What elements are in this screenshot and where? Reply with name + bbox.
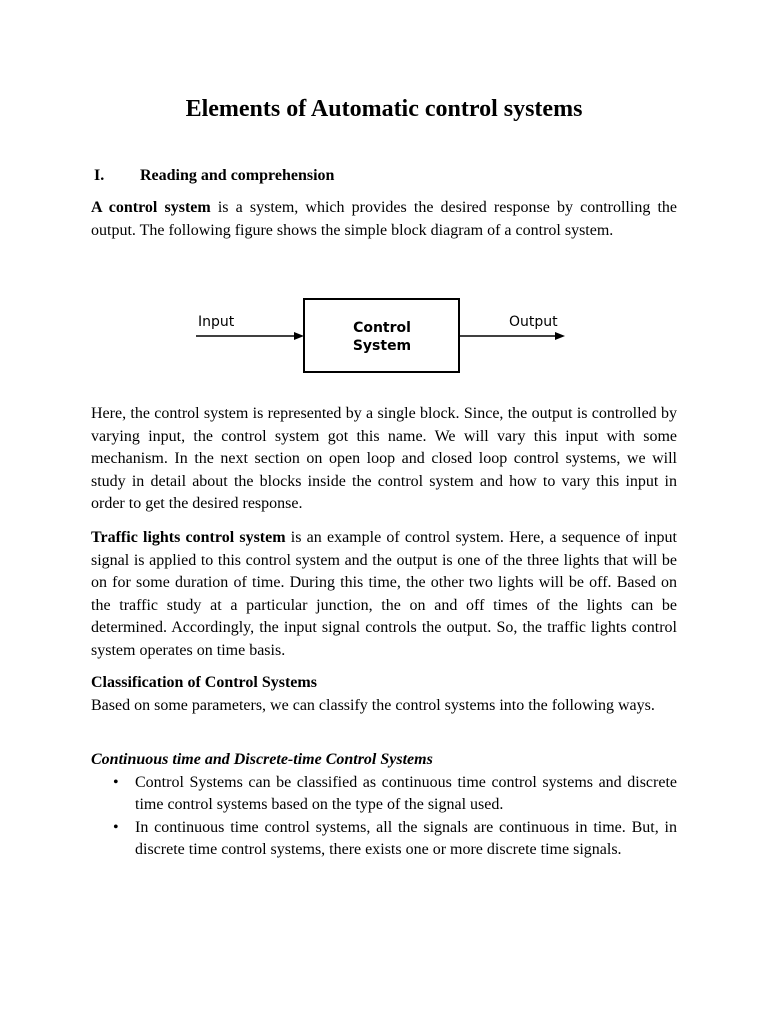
input-arrow-head-icon xyxy=(294,332,304,340)
diagram-input-label: Input xyxy=(198,314,235,330)
intro-paragraph xyxy=(91,197,677,242)
bullet-text: Control Systems can be classified as continuous time control systems and discrete time control systems based on the type of the signal used. xyxy=(135,773,677,813)
intro-bold-term: A control system xyxy=(91,199,211,216)
continuous-bullet-list xyxy=(91,772,677,862)
bullet-item xyxy=(91,817,677,862)
continuous-section xyxy=(91,749,677,862)
block-diagram xyxy=(193,295,573,377)
section-number: I. xyxy=(94,167,105,184)
classification-heading xyxy=(91,672,677,695)
classification-heading-text: Classification of Control Systems xyxy=(91,674,317,691)
section-heading xyxy=(94,165,334,187)
block-label-line2: System xyxy=(352,338,412,354)
explanation-paragraph: Here, the control system is represented by a single block. Since, the output is controlled by varying input, the control system got this name. We will vary this input with some mechanism. In the next section on open loop and closed loop control systems, we will study in detail about the blocks inside the control system and how to vary this input in order to get the desired response. xyxy=(91,405,677,512)
classification-section xyxy=(91,672,677,717)
bullet-dot-icon: • xyxy=(113,773,119,791)
diagram-output-label: Output xyxy=(509,314,558,330)
continuous-heading-text: Continuous time and Discrete-time Control Systems xyxy=(91,751,433,768)
intro-text: is a system, which provides the desired response by controlling the output. The following figure shows the simple block diagram of a control system. xyxy=(91,199,677,239)
page-title: Elements of Automatic control systems xyxy=(185,96,583,122)
traffic-bold-term: Traffic lights control system xyxy=(91,529,286,546)
continuous-heading xyxy=(91,749,677,772)
classification-text: Based on some parameters, we can classify the control systems into the following ways. xyxy=(91,696,655,714)
block-label-line1: Control xyxy=(353,320,411,336)
bullet-text: In continuous time control systems, all the signals are continuous in time. But, in discrete time control systems, there exists one or more discrete time signals. xyxy=(135,818,677,858)
bullet-dot-icon: • xyxy=(113,818,119,836)
traffic-paragraph xyxy=(91,527,677,662)
traffic-text: is an example of control system. Here, a sequence of input signal is applied to this control system and the output is one of the three lights that will be on for some duration of time. During this time, the other two lights will be off. Based on the traffic study at a particular junction, the on and off times of the lights can be determined. Accordingly, the input signal controls the output. So, the traffic lights control system operates on time basis. xyxy=(91,529,677,659)
output-arrow-head-icon xyxy=(555,332,565,340)
bullet-item xyxy=(91,772,677,817)
section-title: Reading and comprehension xyxy=(140,167,335,184)
